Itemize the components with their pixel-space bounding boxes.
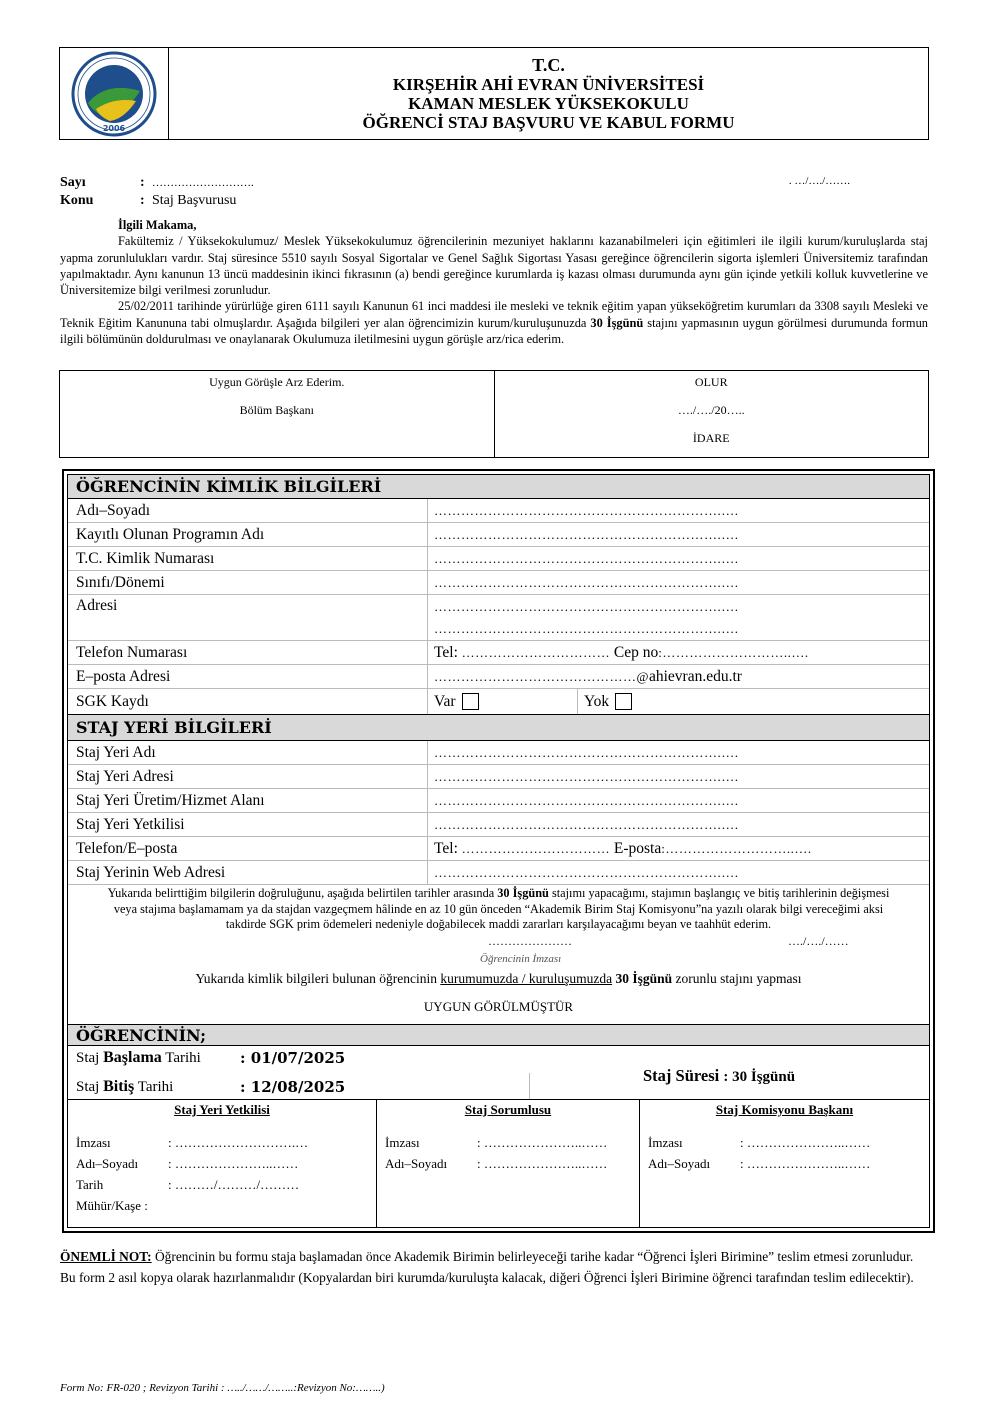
sayi-value[interactable]: ………………………. (152, 177, 254, 189)
approval-right (494, 371, 929, 457)
approval-left-text: Uygun Görüşle Arz Ederim. (209, 375, 345, 389)
logo-year: 2006 (102, 123, 126, 133)
end-date-row: Staj Bitiş Tarihi : 12/08/2025 (76, 1078, 346, 1096)
commission-signature-field[interactable]: : …………………..…… (740, 1134, 871, 1150)
duration-value: : 30 İşgünü (723, 1069, 796, 1085)
signature-table (68, 1099, 929, 1227)
sayi-row: Sayı : ………………………. (60, 175, 254, 190)
place-row-name: Staj Yeri Adı ……………………………………………………….…. (68, 741, 929, 765)
olur-date[interactable]: …./…./20….. (677, 403, 745, 417)
student-row-email: E–posta Adresi ………………………………………@ahievran.edu.tr (68, 665, 929, 689)
student-address-field-1[interactable]: ……………………………………………………….…. (434, 599, 739, 614)
form-inner (67, 474, 930, 1228)
phone-tel-field[interactable]: …………………………… (461, 644, 611, 660)
place-row-web: Staj Yerinin Web Adresi ……………………………………………………….…. (68, 861, 929, 885)
place-row-authority: Staj Yeri Yetkilisi ……………………………………………………….…. (68, 813, 929, 837)
student-signature-caption: Öğrencinin İmzası (480, 953, 562, 965)
duration: Staj Süresi : 30 İşgünü (643, 1066, 796, 1085)
letter-date[interactable]: . …/…./……. (788, 175, 850, 187)
note-heading: ÖNEMLİ NOT: (60, 1249, 152, 1264)
letter-paragraph-2: 25/02/2011 tarihinde yürürlüğe giren 6111 sayılı Kanunun 61 inci maddesi ile mesleki ve teknik eğitim yapan yükseköğretim kurumları da 3308 sayılı Mesleki ve Teknik Eğitim Kanununa tabi olmuşlardır. Aşağıda bilgileri yer alan öğrencimizin kurum/kuruluşunuzda 30 İşgünü stajını yapmasının uygun görülmesi durumunda formun ilgili bölümünün doldurulması ve onaylanarak Okulumuza iletilmesini uygun görüşle arz/rica ederim. (60, 299, 928, 347)
sgk-yok-checkbox[interactable] (615, 693, 632, 710)
student-section-heading: ÖĞRENCİNİN KİMLİK BİLGİLERİ (68, 475, 929, 499)
department-head-label: Bölüm Başkanı (239, 403, 314, 417)
sgk-var-checkbox[interactable] (462, 693, 479, 710)
email-field[interactable]: ………………………………………@ (434, 668, 649, 684)
place-tel-field[interactable]: …………………………… (461, 840, 611, 856)
authority-name-field[interactable]: : …………………..…… (168, 1155, 299, 1171)
note-text: Öğrencinin bu formu staja başlamadan önce Akademik Birimin belirleyeceği tarihe kadar “Öğrenci İşleri Birimine” teslim etmesi zorunludur. Bu form 2 asıl kopya olarak hazırlanmalıdır (Kopyalardan biri kurumda/kuruluşta kalacak, diğeri Öğrenci İşleri Birimine öğrenci tarafından teslim edilecektir). (60, 1249, 914, 1285)
student-row-phone: Telefon Numarası Tel: …………………………… Cep no:………………………..…. (68, 641, 929, 665)
sayi-label: Sayı (60, 175, 86, 190)
letter-body (60, 217, 928, 347)
place-address-field[interactable]: ……………………………………………………….…. (434, 768, 739, 784)
place-name-field[interactable]: ……………………………………………………….…. (434, 744, 739, 760)
idare-label: İDARE (692, 431, 730, 445)
student-tc-field[interactable]: ……………………………………………………….…. (434, 550, 739, 566)
phone-cep-field[interactable]: :………………………..…. (658, 644, 809, 660)
supervisor-name-field[interactable]: : …………………..…… (477, 1155, 608, 1171)
authority-date-field[interactable]: : ………/………/……… (168, 1176, 300, 1192)
place-row-contact: Telefon/E–posta Tel: …………………………… E-posta:………………………..…. (68, 837, 929, 861)
student-declaration: Yukarıda belirttiğim bilgilerin doğruluğunu, aşağıda belirtilen tarihler arasında 30 İşgünü stajımı yapacağımı, stajımın başlangıç ve bitiş tarihlerinin değişmesi veya stajıma başlamamam ya da stajdan vazgeçmem hâlinde en az 10 gün önceden “Akademik Birim Staj Komisyonu”na yazılı olarak bilgi vereceğimi aksi takdirde SGK prim ödemeleri nedeniyle doğabilecek maddi zararları karşılayacağımı beyan ve taahhüt ederim. (107, 886, 890, 931)
supervisor-signature-field[interactable]: : …………………..…… (477, 1134, 608, 1150)
authority-signature-field[interactable]: : ……………………….… (168, 1134, 309, 1150)
salutation: İlgili Makama, (118, 218, 197, 232)
student-row-class: Sınıfı/Dönemi ……………………………………………………….…. (68, 571, 929, 595)
header-form-title: ÖĞRENCİ STAJ BAŞVURU VE KABUL FORMU (362, 112, 735, 132)
signature-col-supervisor: Staj Sorumlusu İmzası : …………………..…… Adı–Soyadı : …………………..…… (377, 1100, 640, 1227)
email-domain: ahievran.edu.tr (648, 667, 742, 685)
university-logo (66, 51, 162, 137)
logo-cell (60, 48, 169, 139)
end-date-value[interactable]: : 12/08/2025 (240, 1078, 346, 1096)
start-date-row: Staj Başlama Tarihi : 01/07/2025 (76, 1049, 346, 1067)
important-note (60, 1246, 928, 1288)
student-row-address: Adresi ……………………………………………………….…. ……………………………………………………….…. (68, 595, 929, 641)
place-service-field[interactable]: ……………………………………………………….…. (434, 792, 739, 808)
student-row-program: Kayıtlı Olunan Programın Adı ……………………………………………………….…. (68, 523, 929, 547)
letter-paragraph-1: Fakültemiz / Yüksekokulumuz/ Meslek Yüksekokulumuz öğrencilerinin mezuniyet haklarını kazanabilmeleri için eğitimleri ile ilgili kurum/kuruluşlarda staj yapma zorunlulukları vardır. Staj süresince 5510 sayılı Sosyal Sigortalar ve Genel Sağlık Sigortası Yasası gereğince öğrencilerin sigorta işlemleri Üniversitemiz tarafından yapılmaktadır. Aynı kanunun 13 üncü maddesinin ikinci fıkrasının (a) bendi gereğince kurumlarda iş kazası olması durumunda aynı gün içinde yetkili kolluk kuvvetlerine ve Üniversitemize bilgi verilmesi zorunludur. (60, 234, 928, 298)
student-name-field[interactable]: ……………………………………………………….…. (434, 502, 739, 518)
konu-value: Staj Başvurusu (152, 193, 237, 208)
place-row-address: Staj Yeri Adresi ……………………………………………………….…. (68, 765, 929, 789)
period-section-heading: ÖĞRENCİNİN; (68, 1024, 929, 1046)
letter-meta (60, 174, 860, 210)
student-program-field[interactable]: ……………………………………………………….…. (434, 526, 739, 542)
header-school: KAMAN MESLEK YÜKSEKOKULU (408, 93, 689, 113)
student-row-tc: T.C. Kimlik Numarası ……………………………………………………….…. (68, 547, 929, 571)
place-row-field: Staj Yeri Üretim/Hizmet Alanı ……………………………………………………….…. (68, 789, 929, 813)
stamp-label: Mühür/Kaşe : (76, 1197, 148, 1213)
form-footer: Form No: FR-020 ; Revizyon Tarihi : …../……/……..:Revizyon No:……..) (60, 1382, 385, 1394)
start-date-value[interactable]: : 01/07/2025 (240, 1049, 346, 1067)
student-row-name: Adı–Soyadı ……………………………………………………….…. (68, 499, 929, 523)
konu-label: Konu (60, 193, 94, 208)
student-signature-field[interactable]: ………………… (488, 934, 572, 948)
application-form (62, 469, 935, 1233)
header-line1: T.C. (532, 54, 565, 75)
approval-left (60, 371, 494, 457)
declaration-date-field[interactable]: …./…./…… (788, 934, 849, 948)
place-web-field[interactable]: ……………………………………………………….…. (434, 864, 739, 880)
signature-col-commission: Staj Komisyonu Başkanı İmzası : …………………..…… Adı–Soyadı : …………………..…… (648, 1102, 871, 1171)
header-titles (169, 48, 928, 139)
form-header (59, 47, 929, 140)
header-university: KIRŞEHİR AHİ EVRAN ÜNİVERSİTESİ (392, 74, 705, 94)
approval-box (59, 370, 929, 458)
signature-col-authority: Staj Yeri Yetkilisi İmzası : ……………………….… Adı–Soyadı : …………………..…… Tarih : ………/………/……… Mühür/Kaşe : (68, 1100, 377, 1227)
student-row-sgk: SGK Kaydı Var Yok (68, 689, 929, 715)
student-address-field-2[interactable]: ……………………………………………………….…. (434, 621, 739, 636)
acceptance-statement: Yukarıda kimlik bilgileri bulunan öğrencinin kurumumuzda / kuruluşumuzda 30 İşgünü zorunlu stajını yapması (195, 971, 802, 986)
place-authority-field[interactable]: ……………………………………………………….…. (434, 816, 739, 832)
place-email-field[interactable]: :………………………..…. (661, 840, 812, 856)
student-class-field[interactable]: ……………………………………………………….…. (434, 574, 739, 590)
commission-name-field[interactable]: : …………………..…… (740, 1155, 871, 1171)
place-section-heading: STAJ YERİ BİLGİLERİ (68, 715, 929, 741)
konu-row: Konu : Staj Başvurusu (60, 193, 237, 208)
acceptance-result: UYGUN GÖRÜLMÜŞTÜR (423, 999, 574, 1014)
olur-label: OLUR (694, 375, 728, 389)
